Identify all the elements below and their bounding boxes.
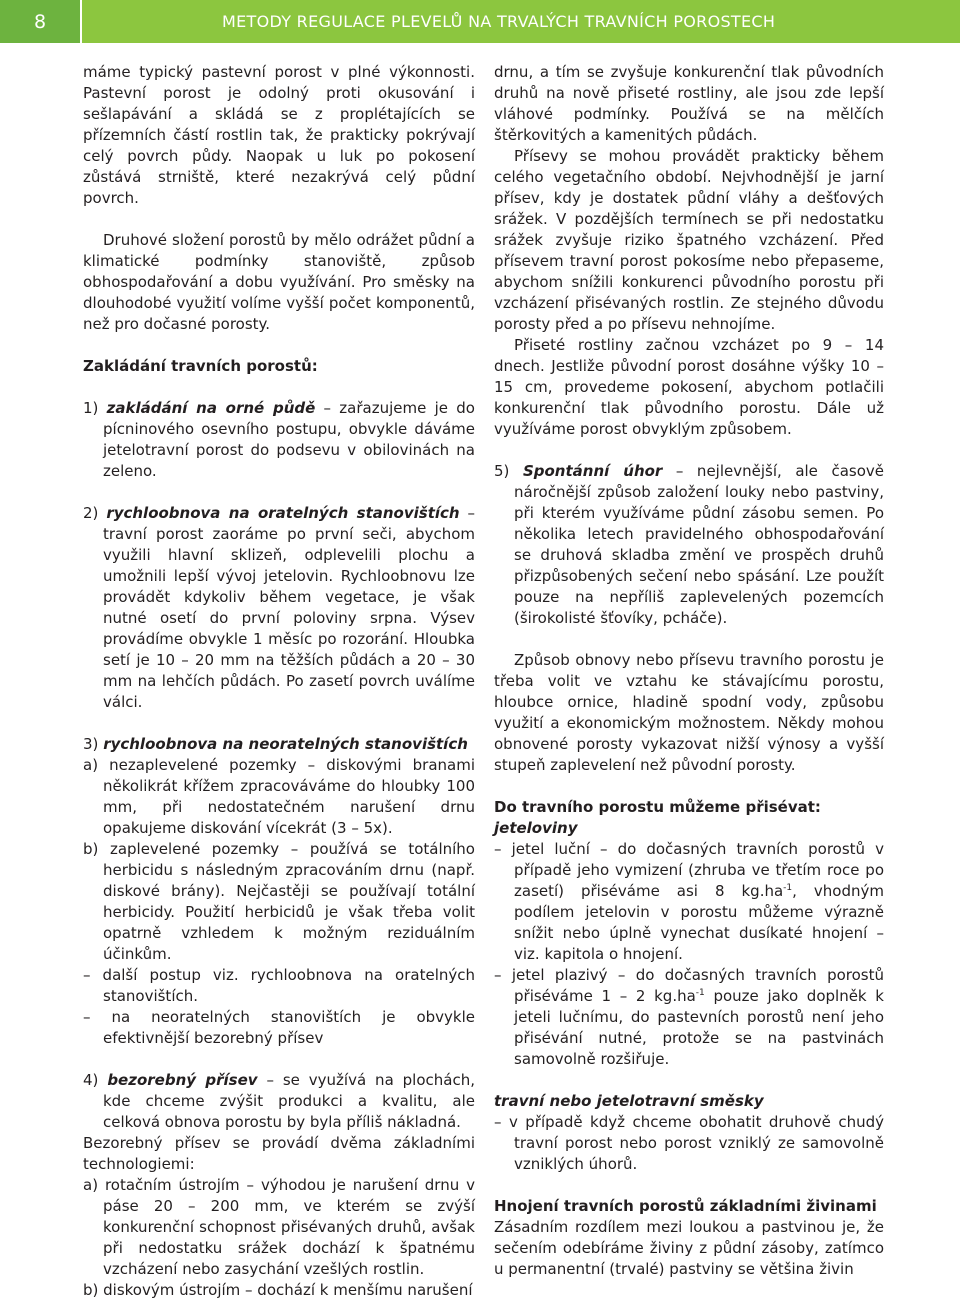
item-text: – nejlevnější, ale časově náročnější způsob založení louky nebo pastviny, při kterém využíváme půdní zásobu semen. Po několika letech pravidelného obhospodařování se druhová skladba změní ve prospěch druhů přizpůsobených sečení nebo spásání. Lze použít pouze na nepříliš zaplevelených pozemcích (širokolisté šťovíky, pcháče). (514, 462, 884, 627)
item-text: – travní porost zaoráme po první seči, abychom využili hlavní sklizeň, odplevelili plochu a umožnili lepší vývoj jetelovin. Rychloobnovu lze provádět kdykoliv během vegetace, je však nutné osetí do první poloviny srpna. Výsev provádíme obvykle 1 měsíc po rozorání. Hloubka setí je 10 – 20 mm na těžších půdách a 20 – 30 mm na lehčích půdách. Po zasetí povrch uválíme válci. (103, 504, 475, 711)
paragraph-emergence: Přiseté rostliny začnou vzcházet po 9 – 14 dnech. Jestliže původní porost dosáhne výšky 10 – 15 cm, provedeme pokosení, abychom potlačili konkurenční tlak původního porostu. Dále už využíváme porost obvyklým způsobem. (494, 336, 884, 438)
running-header (0, 0, 960, 43)
item-text: – se využívá na plochách, kde chceme zvýšit produkci a kvalitu, ale celková obnova porostu by byla příliš nákladná. (103, 1071, 475, 1131)
section-heading-oversow: Do travního porostu můžeme přisévat: (494, 798, 821, 816)
superscript: -1 (783, 883, 793, 893)
item-text: – zařazujeme je do pícninového osevního postupu, obvykle dáváme jetelotravní porost do podsevu v obilovinách na zeleno. (103, 399, 475, 480)
item-term: bezorebný přísev (107, 1071, 258, 1089)
dash-item-white-clover (494, 965, 884, 1070)
paragraph-fertilization: Zásadním rozdílem mezi loukou a pastvinou je, že sečením odebíráme živiny z půdní zásoby, zatímco u permanentní (trvalé) pastviny se většina živin (494, 1218, 884, 1278)
item-term: Spontánní úhor (522, 462, 663, 480)
dash-item-red-clover (494, 839, 884, 965)
dash-item-further: – další postup viz. rychloobnova na oratelných stanovištích. (83, 966, 475, 1005)
item-number: 5) (494, 462, 510, 480)
paragraph-renewal-method: Způsob obnovy nebo přísevu travního porostu je třeba volit ve vztahu ke stávajícímu porostu, hloubce ornice, hladině spodní vody, způsobu využití a ekonomickým možnostem. Někdy mohou obnovené porosty vykazovat nižší výnosy a vyšší stupeň zaplevelení než původní porosty. (494, 651, 884, 774)
list-item-3a: a) nezaplevelené pozemky – diskovými branami několikrát křížem zpracováváme do hloubky 100 mm, při nedostatečném narušení drnu opakujeme diskování vícekrát (3 – 5x). (83, 756, 475, 837)
item-text: – jetel plazivý – do dočasných travních porostů přiséváme 1 – 2 kg.ha (494, 966, 884, 1005)
list-item-1 (83, 398, 475, 482)
paragraph-continuation: drnu, a tím se zvyšuje konkurenční tlak původních druhů na nově přiseté rostliny, ale jsou zde lepší vláhové podmínky. Používá se na mělčích štěrkovitých a kamenitých půdách. (494, 63, 884, 144)
section-heading-establishment: Zakládání travních porostů: (83, 357, 318, 375)
paragraph-no-till: Bezorebný přísev se provádí dvěma základními technologiemi: (83, 1134, 475, 1173)
header-title: METODY REGULACE PLEVELŮ NA TRVALÝCH TRAVNÍCH POROSTECH (222, 12, 776, 31)
page-number: 8 (33, 10, 47, 33)
item-term: rychloobnova na oratelných stanovištích (106, 504, 460, 522)
technology-disc: b) diskovým ústrojím – dochází k menšímu narušení (83, 1281, 473, 1299)
section-heading-fertilization: Hnojení travních porostů základními živinami (494, 1197, 877, 1215)
subheading-legumes: jeteloviny (494, 819, 578, 837)
paragraph-oversowing: Přísevy se mohou provádět prakticky během celého vegetačního období. Nejvhodnější je jarní přísev, kdy je dostatek půdní vláhy a dešťových srážek. V pozdějších termínech se při nedostatku srážek zvyšuje riziko špatného vzcházení. Před přísevem travní porost pokosíme nebo přepaseme, abychom snížili konkurenci původního porostu při vzcházení přisévaných rostlin. Ze stejného důvodu porosty před a po přísevu nehnojíme. (494, 147, 884, 333)
item-number: 4) (83, 1071, 99, 1089)
dash-item-nonarable: – na neoratelných stanovištích je obvykle efektivnější bezorebný přísev (83, 1008, 475, 1047)
subheading-mixtures: travní nebo jetelotravní směsky (494, 1092, 764, 1110)
item-term: zakládání na orné půdě (106, 399, 316, 417)
item-number: 1) (83, 399, 99, 417)
list-item-2 (83, 503, 475, 713)
technology-rotary: a) rotačním ústrojím – výhodou je narušení drnu v páse 20 – 200 mm, ve kterém se zvýší konkurenční schopnost přisévaných druhů, avšak při nedostatku srážek dochází k špatnému vzcházení nebo zasychání vzešlých rostlin. (83, 1176, 475, 1278)
item-text: pouze jako doplněk k jeteli lučnímu, do pastevních porostů není jeho přisévání nutné, protože se na pastvinách samovolně rozšiřuje. (514, 987, 884, 1068)
list-item-5 (494, 461, 884, 629)
page-number-box (0, 0, 80, 43)
item-number: 2) (83, 504, 99, 522)
dash-item-mixtures: – v případě když chceme obohatit druhově chudý travní porost nebo porost vzniklý ze samovolně vzniklých úhorů. (494, 1113, 884, 1173)
list-item-4 (83, 1070, 475, 1133)
right-column (494, 62, 884, 1280)
list-item-3 (83, 734, 475, 755)
paragraph-composition: Druhové složení porostů by mělo odrážet půdní a klimatické podmínky stanoviště, způsob obhospodařování a dobu využívání. Pro směsky na dlouhodobé využití volíme vyšší počet komponentů, než pro dočasné porosty. (83, 231, 475, 333)
item-number: 3) (83, 735, 99, 753)
paragraph-pasture: máme typický pastevní porost v plné výkonnosti. Pastevní porost je odolný proti okusování i sešlapávání a skládá se z proplétajících se přízemních částí rostlin tak, že prakticky pokrývají celý povrch půdy. Naopak u luk po pokosení zůstává strniště, které nezakrývá celý půdní povrch. (83, 63, 475, 207)
item-text: – jetel luční – do dočasných travních porostů v případě jeho vymizení (zhruba ve třetím roce po zasetí) přiséváme asi 8 kg.ha (494, 840, 884, 900)
list-item-3b: b) zaplevelené pozemky – používá se totálního herbicidu s následným zpracováním drnu (např. diskové brány). Nejčastěji se používají totální herbicidy. Použití herbicidů je však třeba volit opatrně vzhledem k možným reziduálním účinkům. (83, 840, 475, 963)
superscript: -1 (695, 988, 705, 998)
item-text: , vhodným podílem jetelovin v porostu můžeme výrazně snížit nebo úplně vynechat dusíkaté hnojení – viz. kapitola o hnojení. (514, 882, 884, 963)
item-term: rychloobnova na neoratelných stanovištích (103, 735, 468, 753)
left-column (83, 62, 475, 1301)
